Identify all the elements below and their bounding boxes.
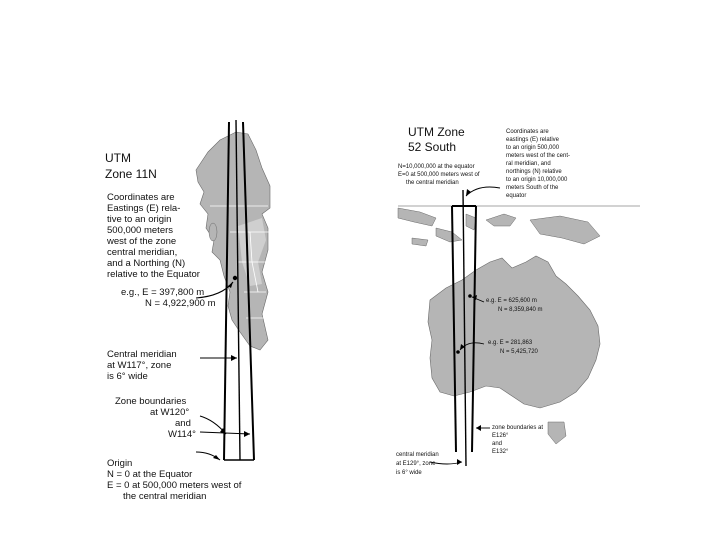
cm-label-line: is 6° wide	[396, 470, 422, 476]
example-point-1	[468, 294, 472, 298]
boundary-label-line: E126°	[492, 433, 509, 439]
origin-label-line: E=0 at 500,000 meters west of	[398, 172, 480, 178]
right-example2-northing: N = 5,425,720	[500, 349, 538, 355]
boundary-label-line: at W120°	[150, 407, 190, 418]
left-desc-line: west of the zone	[107, 236, 177, 247]
left-desc-line: and a Northing (N)	[107, 258, 186, 269]
right-central-meridian-label	[396, 452, 439, 476]
left-desc-line: central meridian,	[107, 247, 178, 258]
vancouver-island	[209, 223, 217, 241]
origin-label-line: N = 0 at the Equator	[107, 469, 193, 480]
right-example1-easting: e.g. E = 625,600 m	[486, 298, 537, 304]
left-origin-label	[107, 458, 242, 502]
left-boundaries-label	[115, 396, 196, 440]
right-desc-line: meters west of the cent-	[506, 153, 571, 159]
boundary-label-line: zone boundaries at	[492, 425, 544, 431]
right-desc-line: equator	[506, 193, 527, 199]
left-panel	[105, 120, 270, 502]
right-desc-line: ral meridian, and	[506, 161, 551, 167]
origin-label-line: E = 0 at 500,000 meters west of	[107, 480, 242, 491]
boundary-label-line: W114°	[168, 429, 196, 440]
right-panel	[396, 125, 640, 476]
example-point	[233, 276, 237, 280]
origin-label-line: the central meridian	[123, 491, 207, 502]
cm-label-line: central meridian	[396, 452, 439, 458]
right-boundaries-label	[492, 425, 543, 455]
boundary-label-line: E132°	[492, 449, 509, 455]
right-example2-easting: e.g. E = 281,863	[488, 340, 533, 346]
boundary-label-line: Zone boundaries	[115, 396, 187, 407]
left-title-line2: Zone 11N	[105, 167, 157, 181]
right-desc-line: northings (N) relative	[506, 169, 562, 175]
origin-label-line: N=10,000,000 at the equator	[398, 164, 475, 170]
left-example-easting: e.g., E = 397,800 m	[121, 287, 205, 298]
right-desc-line: meters South of the	[506, 185, 559, 191]
right-origin-label	[398, 164, 480, 186]
cm-label-line: at E129°, zone	[396, 461, 436, 467]
left-desc-line: relative to the Equator	[107, 269, 200, 280]
tasmania-land	[548, 422, 566, 444]
cm-label-line: is 6° wide	[107, 371, 148, 382]
right-desc-line: eastings (E) relative	[506, 137, 560, 143]
right-title-line1: UTM Zone	[408, 125, 465, 139]
right-desc-line: to an origin 500,000	[506, 145, 560, 151]
left-desc-line: 500,000 meters	[107, 225, 174, 236]
indonesia-islands	[398, 208, 600, 246]
origin-label-line: Origin	[107, 458, 133, 469]
cm-label-line: Central meridian	[107, 349, 177, 360]
example-point-2	[456, 350, 460, 354]
origin-label-line: the central meridian	[406, 180, 459, 186]
boundary-label-line: and	[492, 441, 503, 447]
left-example-northing: N = 4,922,900 m	[145, 298, 216, 309]
left-desc-line: tive to an origin	[107, 214, 172, 225]
left-description	[106, 192, 200, 280]
left-central-meridian-label	[107, 349, 177, 382]
right-example1-northing: N = 8,359,840 m	[498, 307, 543, 313]
left-title-line1: UTM	[105, 151, 131, 165]
right-description	[506, 129, 570, 199]
right-desc-line: Coordinates are	[506, 129, 549, 135]
right-title-line2: 52 South	[408, 140, 457, 154]
cm-label-line: at W117°, zone	[107, 360, 172, 371]
left-desc-line: Coordinates are	[107, 192, 175, 203]
boundary-label-line: and	[175, 418, 191, 429]
left-desc-line: Eastings (E) rela-	[107, 203, 181, 214]
right-desc-line: to an origin 10,000,000	[506, 177, 568, 183]
